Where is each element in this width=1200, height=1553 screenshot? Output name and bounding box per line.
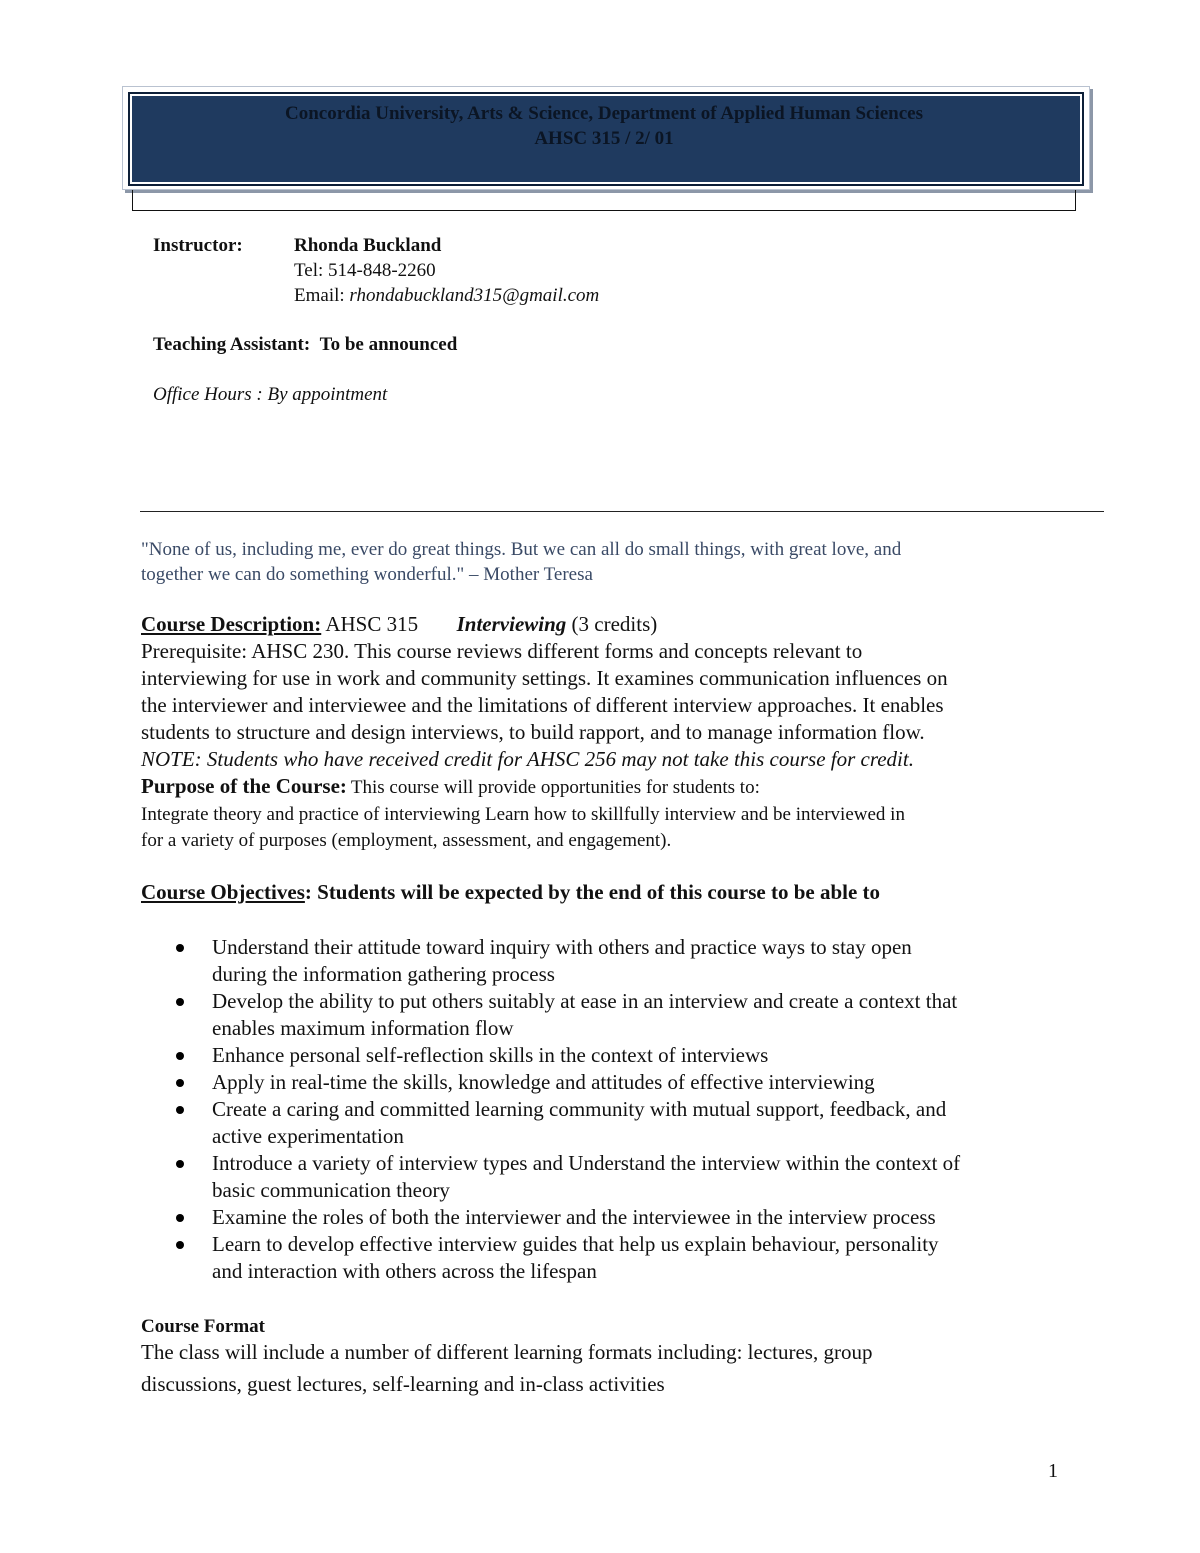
quote-line-1: "None of us, including me, ever do great things. But we can all do small things, with great love, and: [141, 539, 902, 560]
course-description-heading-line: [141, 611, 657, 638]
objective-item: [172, 1231, 960, 1285]
objective-text: and interaction with others across the lifespan: [212, 1259, 597, 1283]
course-format-line: The class will include a number of different learning formats including: lectures, group: [141, 1340, 873, 1364]
objectives-heading: Course Objectives: [141, 880, 305, 904]
email-label: Email:: [294, 285, 350, 306]
objective-item: [172, 1042, 960, 1069]
instructor-name: Rhonda Buckland: [294, 235, 442, 256]
objective-item: [172, 934, 960, 988]
objectives-subheading: : Students will be expected by the end of this course to be able to: [304, 880, 881, 904]
objective-text: Understand their attitude toward inquiry with others and practice ways to stay open: [212, 935, 912, 959]
header-course-code: AHSC 315 / 2/ 01: [534, 128, 674, 149]
objective-text: active experimentation: [212, 1124, 404, 1148]
instructor-tel: Tel: 514-848-2260: [294, 260, 436, 281]
page-number: 1: [1048, 1460, 1058, 1482]
objective-text: Introduce a variety of interview types and Understand the interview within the context of: [212, 1151, 961, 1175]
objective-item: [172, 1204, 960, 1231]
objectives-heading-line: [141, 880, 880, 905]
purpose-intro: This course will provide opportunities for students to:: [350, 777, 760, 798]
description-line: interviewing for use in work and community settings. It examines communication influences on: [141, 666, 948, 690]
quote-line-2: together we can do something wonderful." – Mother Teresa: [141, 564, 593, 585]
course-format-heading: Course Format: [141, 1316, 265, 1337]
instructor-email: rhondabuckland315@gmail.com: [349, 285, 600, 306]
description-line: students to structure and design interviews, to build rapport, and to manage information flow.: [141, 720, 925, 744]
description-line: the interviewer and interviewee and the limitations of different interview approaches. It enables: [141, 693, 944, 717]
objective-text: Develop the ability to put others suitably at ease in an interview and create a context that: [212, 989, 958, 1013]
section-divider: [140, 511, 1104, 512]
course-format-line: discussions, guest lectures, self-learning and in-class activities: [141, 1372, 665, 1396]
course-code: AHSC 315: [325, 612, 419, 636]
objective-text: Learn to develop effective interview guides that help us explain behaviour, personality: [212, 1232, 939, 1256]
instructor-label: Instructor:: [153, 235, 243, 256]
ta-value: To be announced: [319, 334, 458, 355]
purpose-heading-line: [141, 774, 760, 799]
objective-item: [172, 988, 960, 1042]
objective-text: Examine the roles of both the interviewer and the interviewee in the interview process: [212, 1205, 936, 1229]
purpose-line: Integrate theory and practice of interviewing Learn how to skillfully interview and be interviewed in: [141, 804, 905, 825]
objectives-list: [172, 934, 960, 1285]
objective-text: basic communication theory: [212, 1178, 450, 1202]
objective-item: [172, 1150, 960, 1204]
office-hours: Office Hours : By appointment: [153, 384, 388, 405]
header-institution: Concordia University, Arts & Science, Department of Applied Human Sciences: [284, 103, 924, 124]
objective-text: Apply in real-time the skills, knowledge and attitudes of effective interviewing: [212, 1070, 875, 1094]
course-credits: (3 credits): [571, 612, 658, 636]
description-note: NOTE: Students who have received credit for AHSC 256 may not take this course for credit.: [141, 747, 914, 771]
course-description-heading: Course Description:: [141, 612, 322, 636]
instructor-email-line: [294, 283, 599, 308]
objective-text: Create a caring and committed learning community with mutual support, feedback, and: [212, 1097, 947, 1121]
objective-text: during the information gathering process: [212, 962, 555, 986]
objective-item: [172, 1069, 960, 1096]
purpose-line: for a variety of purposes (employment, assessment, and engagement).: [141, 830, 672, 851]
course-title: Interviewing: [456, 612, 567, 636]
objective-text: Enhance personal self-reflection skills in the context of interviews: [212, 1043, 769, 1067]
ta-line: [153, 332, 457, 357]
ta-label: Teaching Assistant:: [153, 334, 311, 355]
objective-item: [172, 1096, 960, 1150]
objective-text: enables maximum information flow: [212, 1016, 514, 1040]
description-line: Prerequisite: AHSC 230. This course reviews different forms and concepts relevant to: [141, 639, 863, 663]
header-underline-box: [132, 190, 1076, 211]
purpose-heading: Purpose of the Course:: [141, 774, 347, 798]
